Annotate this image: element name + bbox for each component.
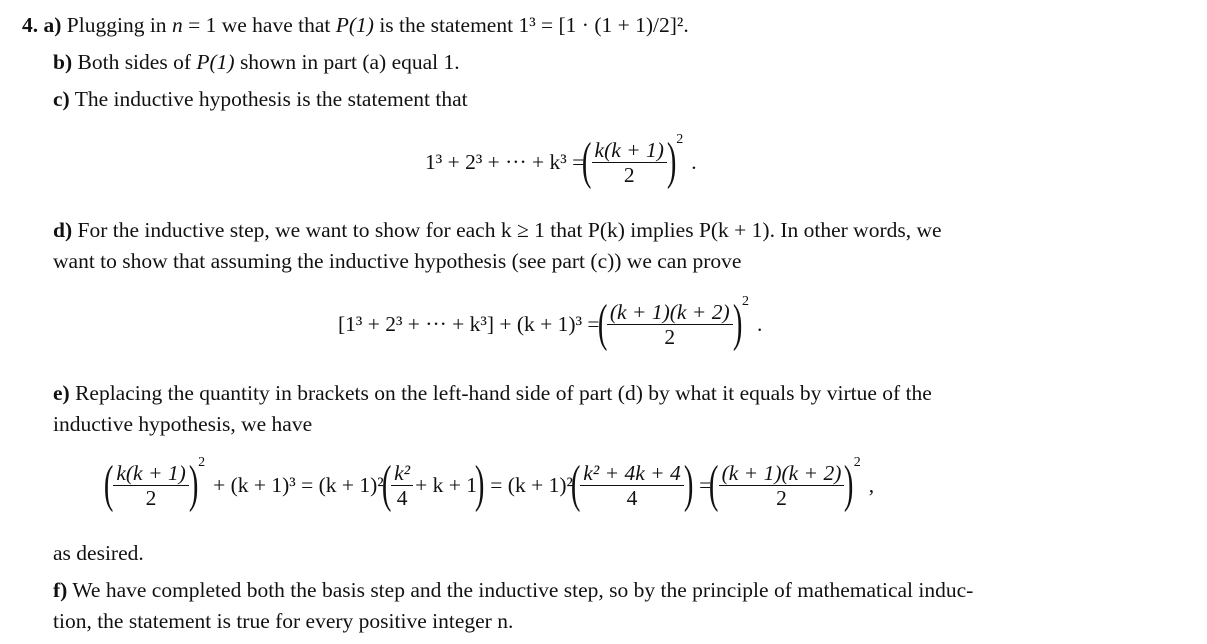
text: Both sides of <box>77 50 191 74</box>
math: = (k + 1)² <box>490 472 573 497</box>
paren: ( <box>597 295 607 352</box>
part-c-label: c) <box>53 87 70 111</box>
numerator: k(k + 1) <box>113 461 188 486</box>
fraction <box>719 461 845 510</box>
math: 1³ = [1 · (1 + 1)/2]². <box>518 13 689 37</box>
exponent: 2 <box>676 132 684 147</box>
text: want to show that assuming the inductive hypothesis (see part (c)) we can prove <box>53 249 742 273</box>
part-d <box>53 217 942 243</box>
denominator: 4 <box>396 485 408 510</box>
text: tion, the statement is true for every positive integer n. <box>53 609 514 633</box>
var: P(1) <box>335 13 374 37</box>
equation-c <box>425 132 697 190</box>
text: Replacing the quantity in brackets on the left-hand side of part (d) by what it equals by virtue of the <box>75 381 932 405</box>
paren: ( <box>582 133 592 190</box>
math: = <box>699 472 712 497</box>
part-c <box>53 86 468 112</box>
fraction <box>607 300 733 349</box>
math: [1³ + 2³ + ··· + k³] + (k + 1)³ = <box>338 311 600 336</box>
paren: ) <box>844 456 854 513</box>
part-f-line2 <box>53 608 513 634</box>
punct: . <box>756 311 763 336</box>
punct: , <box>868 472 875 497</box>
text: = 1 <box>188 13 217 37</box>
math: 1³ + 2³ + ··· + k³ = <box>425 149 585 174</box>
part-d-line2 <box>53 248 741 274</box>
part-e-after <box>53 540 144 566</box>
paren: ( <box>709 456 719 513</box>
denominator: 2 <box>776 485 787 510</box>
denominator: 4 <box>626 485 638 510</box>
part-d-label: d) <box>53 218 73 242</box>
text: For the inductive step, we want to show for each k ≥ 1 that P(k) implies P(k + 1). In other words, we <box>77 218 942 242</box>
part-a-label: a) <box>43 13 62 37</box>
paren: ) <box>474 456 485 513</box>
exponent: 2 <box>741 294 749 309</box>
numerator: (k + 1)(k + 2) <box>607 300 733 325</box>
part-e-line2 <box>53 411 312 437</box>
numerator: k² + 4k + 4 <box>580 461 684 486</box>
paren: ( <box>103 456 114 513</box>
var: P(1) <box>196 50 235 74</box>
paren: ) <box>683 456 694 513</box>
text: as desired. <box>53 541 144 565</box>
text: The inductive hypothesis is the statement that <box>74 87 468 111</box>
exponent: 2 <box>853 455 861 470</box>
math: + k + 1 <box>415 472 477 497</box>
denominator: 2 <box>145 485 157 510</box>
fraction <box>592 138 667 187</box>
paren: ) <box>188 456 199 513</box>
equation-d <box>338 294 763 352</box>
numerator: k² <box>391 461 413 486</box>
fraction <box>580 461 684 510</box>
text: inductive hypothesis, we have <box>53 412 313 436</box>
math: + (k + 1)³ = (k + 1)² <box>213 472 384 497</box>
part-a <box>22 12 689 38</box>
paren: ) <box>732 295 743 352</box>
text: Plugging in <box>66 13 167 37</box>
part-e <box>53 380 932 406</box>
text: shown in part (a) equal 1. <box>239 50 460 74</box>
problem-number: 4. <box>22 13 39 37</box>
text: we have that <box>221 13 331 37</box>
denominator: 2 <box>664 324 676 349</box>
paren: ) <box>666 133 677 190</box>
punct: . <box>691 149 697 174</box>
part-f-label: f) <box>53 578 68 602</box>
fraction <box>391 461 413 510</box>
paren: ( <box>381 456 392 513</box>
fraction <box>113 461 188 510</box>
part-f <box>53 577 973 603</box>
part-b <box>53 49 460 75</box>
equation-e <box>103 455 875 513</box>
var: n <box>171 13 183 37</box>
exponent: 2 <box>198 455 206 470</box>
text: is the statement <box>379 13 514 37</box>
numerator: (k + 1)(k + 2) <box>719 461 845 486</box>
part-b-label: b) <box>53 50 73 74</box>
part-e-label: e) <box>53 381 70 405</box>
paren: ( <box>570 456 581 513</box>
numerator: k(k + 1) <box>592 138 667 163</box>
text: We have completed both the basis step and the inductive step, so by the principle of mathematical induc- <box>72 578 974 602</box>
denominator: 2 <box>623 162 635 187</box>
